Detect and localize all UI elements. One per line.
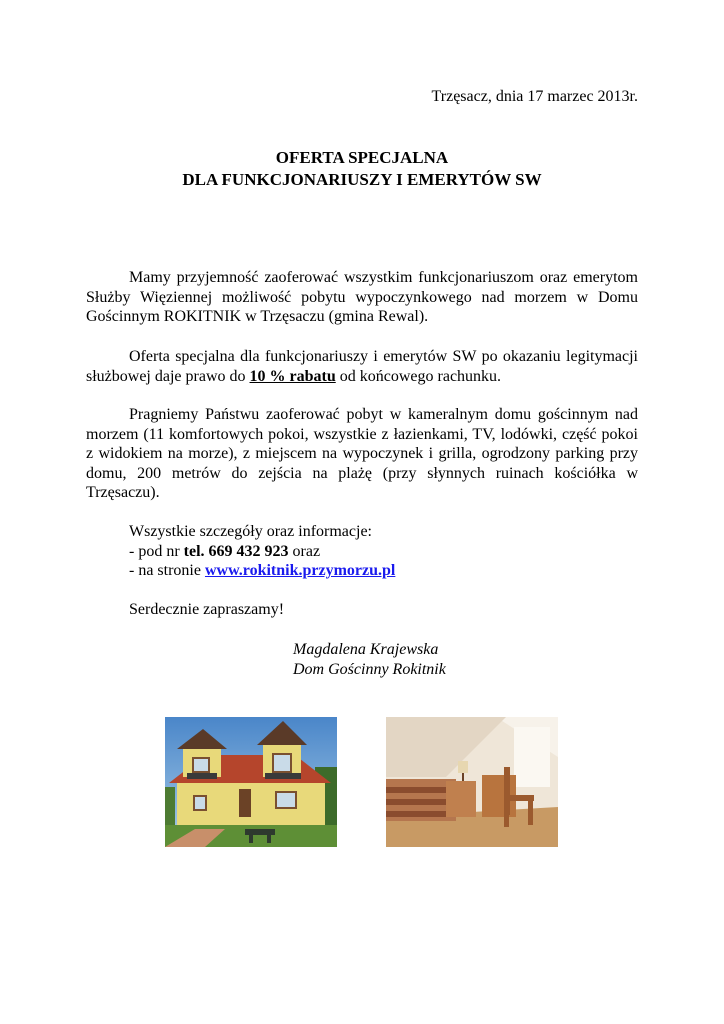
discount-text-before: Oferta specjalna dla funkcjonariuszy i emerytów SW po okazaniu legitymacji służbowej daje prawo do xyxy=(86,348,638,385)
phone-number: tel. 669 432 923 xyxy=(183,542,289,560)
date-line: Trzęsacz, dnia 17 marzec 2013r. xyxy=(431,88,638,105)
discount-text-after: od końcowego rachunku. xyxy=(335,367,502,385)
intro-paragraph: Mamy przyjemność zaoferować wszystkim funkcjonariuszom oraz emerytom Służby Więziennej możliwość pobytu wypoczynkowego nad morzem w Domu Gościnnym ROKITNIK w Trzęsaczu (gmina Rewal). xyxy=(86,269,638,325)
discount-paragraph xyxy=(86,347,638,386)
signature xyxy=(293,640,446,679)
closing-line: Serdecznie zapraszamy! xyxy=(129,601,285,618)
phone-prefix: - pod nr xyxy=(129,542,184,560)
website-prefix: - na stronie xyxy=(129,562,205,579)
signature-org: Dom Gościnny Rokitnik xyxy=(293,660,446,678)
title-line-2: DLA FUNKCJONARIUSZY I EMERYTÓW SW xyxy=(182,170,542,189)
discount-value: 10 % rabatu xyxy=(249,367,336,385)
website-line xyxy=(129,561,395,581)
signature-name: Magdalena Krajewska xyxy=(293,641,439,658)
phone-line xyxy=(129,542,395,562)
phone-suffix: oraz xyxy=(288,542,321,560)
house-photo xyxy=(165,717,337,847)
offer-title xyxy=(0,147,724,191)
contact-info xyxy=(129,522,395,581)
website-link[interactable]: www.rokitnik.przymorzu.pl xyxy=(204,562,396,579)
title-line-1: OFERTA SPECJALNA xyxy=(275,148,449,167)
room-photo xyxy=(386,717,558,847)
description-paragraph: Pragniemy Państwu zaoferować pobyt w kameralnym domu gościnnym nad morzem (11 komfortowych pokoi, wszystkie z łazienkami, TV, lodówki, część pokoi z widokiem na morze), z miejscem na wypoczynek i grilla, ogrodzony parking przy domu, 200 metrów do zejścia na plażę (przy słynnych ruinach kościółka w Trzęsaczu). xyxy=(86,406,638,501)
contact-intro: Wszystkie szczegóły oraz informacje: xyxy=(129,523,372,540)
